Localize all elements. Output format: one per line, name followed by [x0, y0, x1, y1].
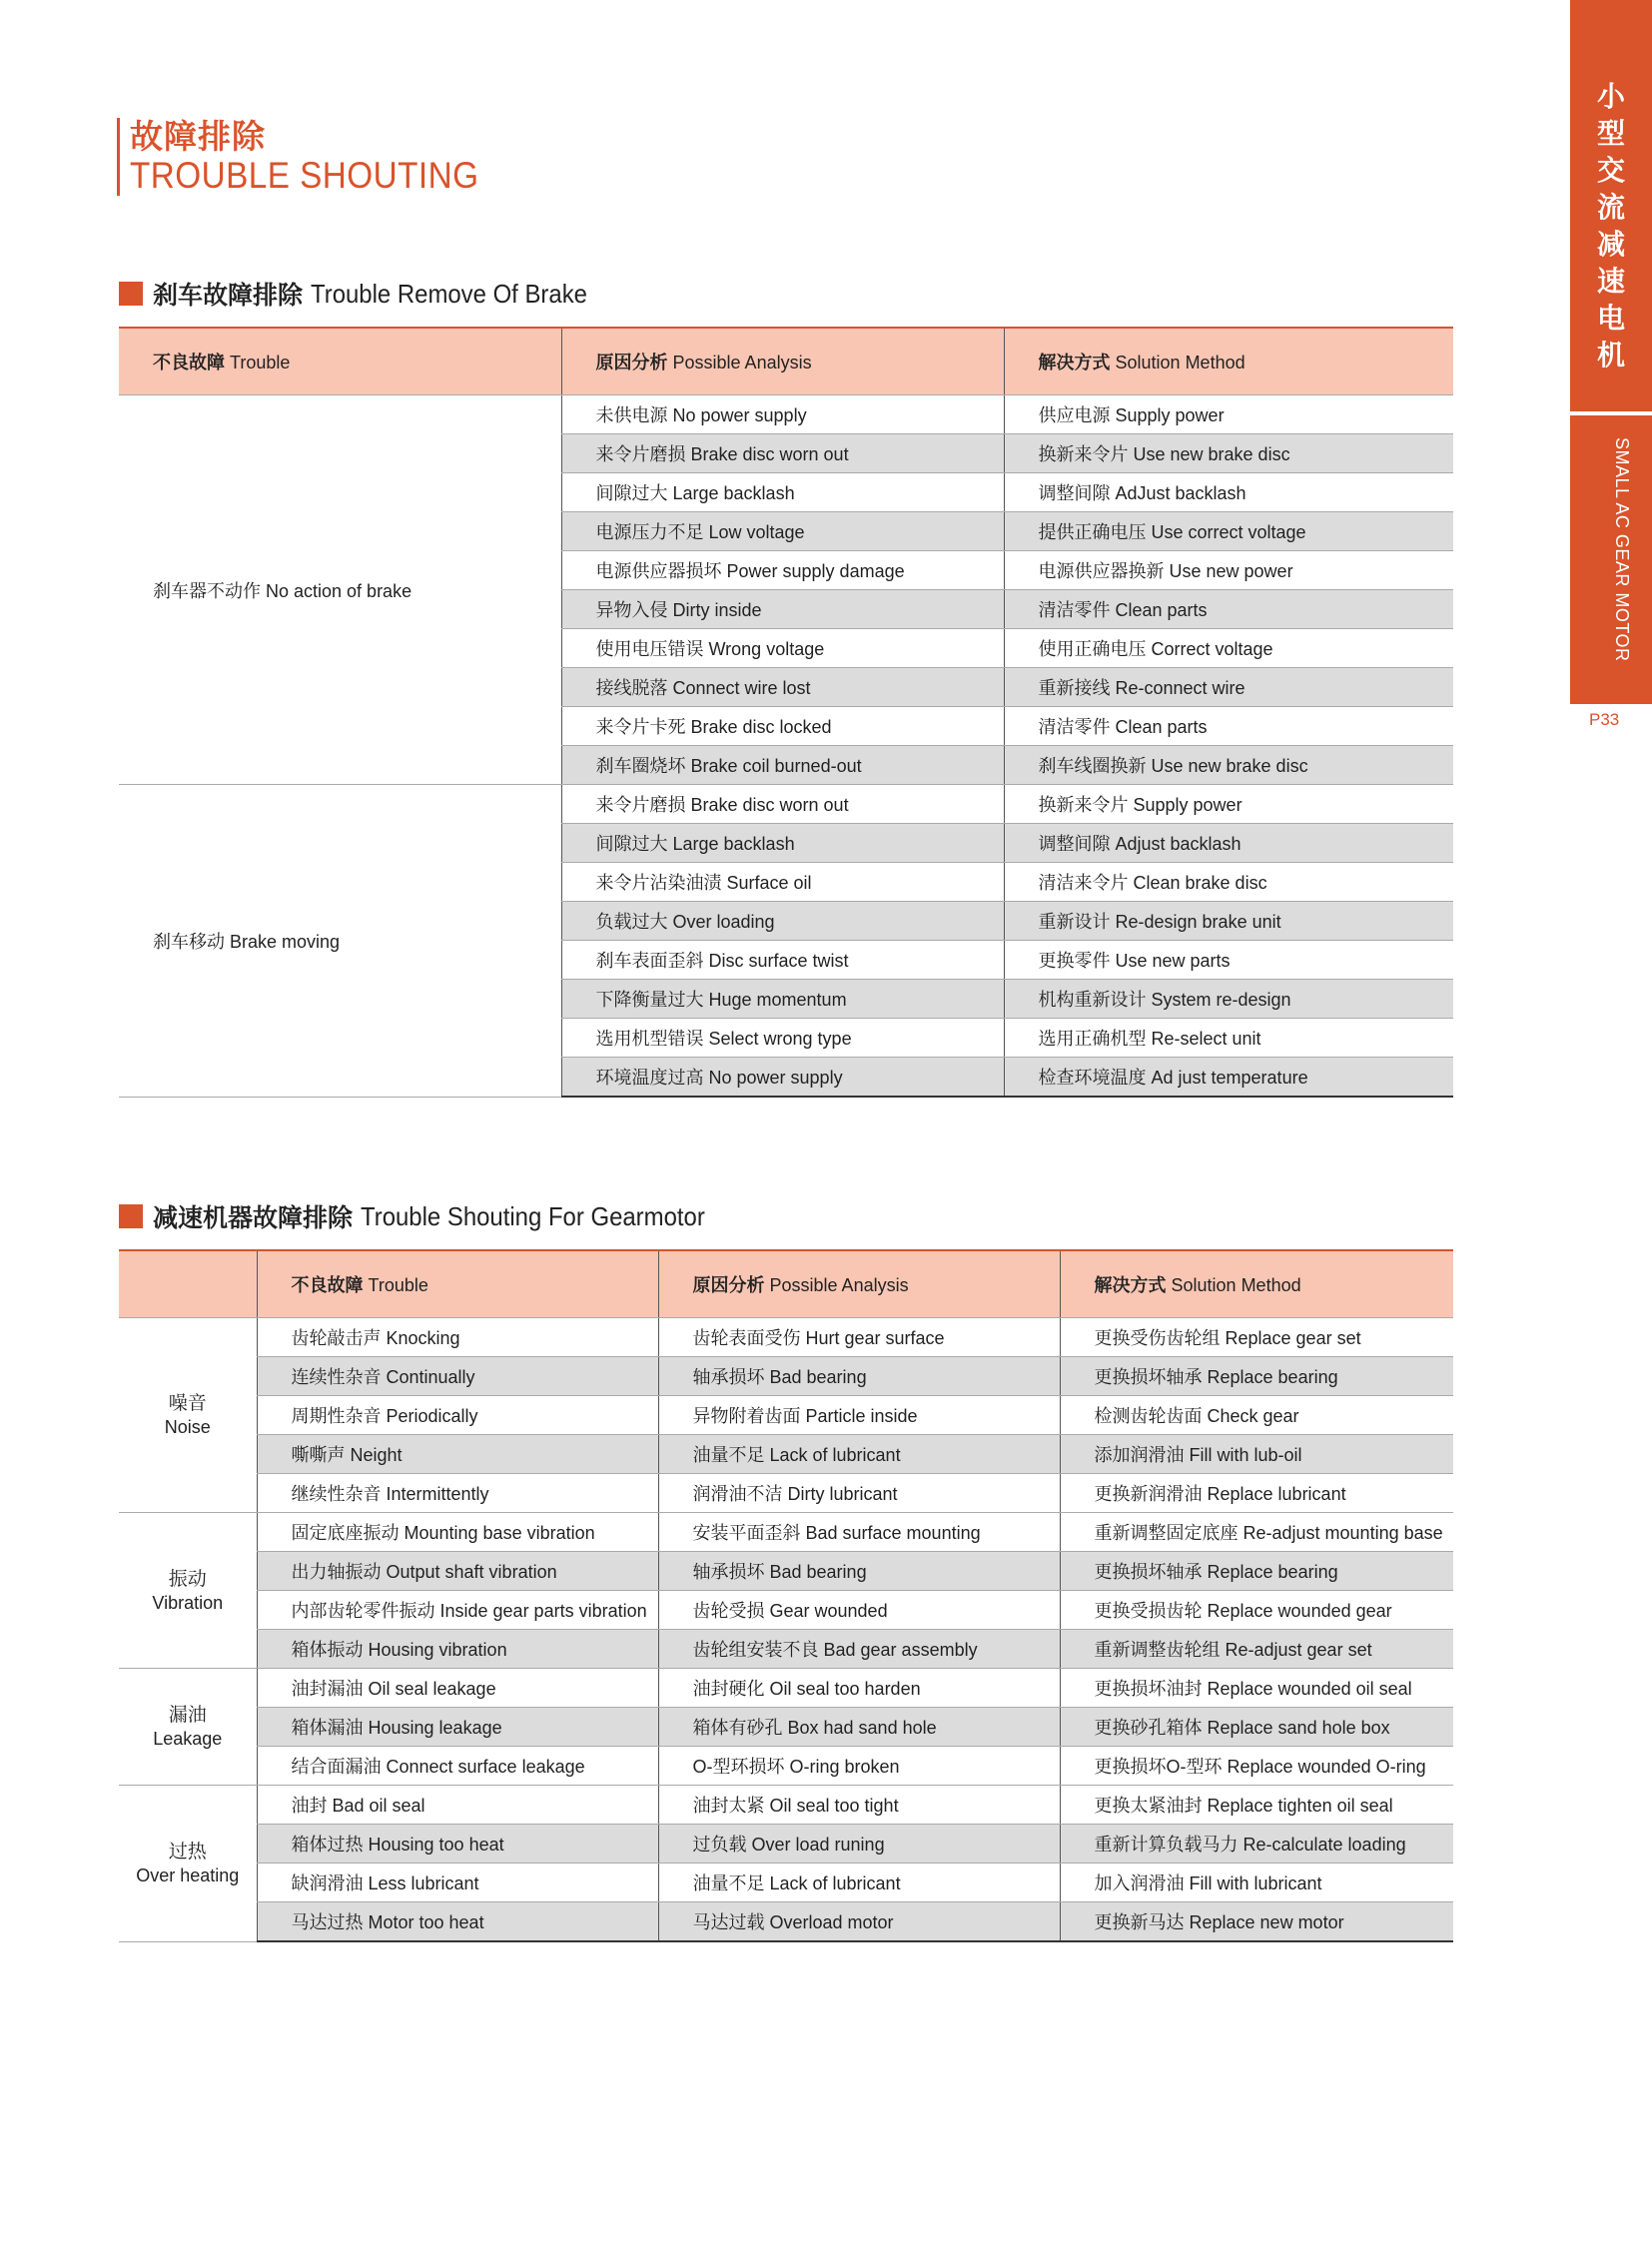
side-char: 电 — [1596, 302, 1625, 335]
solution-cell: 更换损坏轴承 Replace bearing — [1060, 1357, 1453, 1396]
header-solution — [1004, 328, 1453, 395]
header-analysis — [561, 328, 1004, 395]
section1-title-en: Trouble Remove Of Brake — [311, 278, 587, 309]
solution-cell: 更换损坏油封 Replace wounded oil seal — [1060, 1669, 1453, 1708]
solution-cell: 重新调整齿轮组 Re-adjust gear set — [1060, 1630, 1453, 1669]
table-row — [119, 1591, 1453, 1630]
solution-cell: 提供正确电压 Use correct voltage — [1004, 512, 1453, 551]
header-analysis — [658, 1250, 1060, 1318]
table-row — [119, 1669, 1453, 1708]
solution-cell: 检测齿轮齿面 Check gear — [1060, 1396, 1453, 1435]
trouble-cell: 内部齿轮零件振动 Inside gear parts vibration — [257, 1591, 658, 1630]
solution-cell: 重新计算负载马力 Re-calculate loading — [1060, 1825, 1453, 1864]
category-cell — [119, 1318, 257, 1513]
trouble-group-cell: 刹车器不动作 No action of brake — [119, 395, 561, 785]
solution-cell: 清洁来令片 Clean brake disc — [1004, 863, 1453, 902]
solution-cell: 加入润滑油 Fill with lubricant — [1060, 1864, 1453, 1902]
table-row — [119, 1825, 1453, 1864]
header-trouble — [119, 328, 561, 395]
side-char: 型 — [1596, 117, 1625, 150]
analysis-cell: 间隙过大 Large backlash — [561, 473, 1004, 512]
header-en: Trouble — [230, 353, 291, 373]
analysis-cell: 环境温度过高 No power supply — [561, 1058, 1004, 1098]
section2-title-cn: 减速机器故障排除 — [153, 1203, 354, 1232]
trouble-cell: 箱体振动 Housing vibration — [257, 1630, 658, 1669]
solution-cell: 添加润滑油 Fill with lub-oil — [1060, 1435, 1453, 1474]
table-row — [119, 1747, 1453, 1786]
header-cn: 不良故障 — [153, 353, 225, 374]
analysis-cell: 下降衡量过大 Huge momentum — [561, 980, 1004, 1019]
page-number: P33 — [1589, 710, 1620, 729]
table-row — [119, 785, 1453, 824]
side-char: 交 — [1596, 154, 1625, 187]
page-title — [117, 118, 517, 196]
page-title-cn: 故障排除 — [130, 117, 266, 156]
analysis-cell: 接线脱落 Connect wire lost — [561, 668, 1004, 707]
solution-cell: 换新来令片 Supply power — [1004, 785, 1453, 824]
header-en: Solution Method — [1115, 353, 1245, 373]
section1-title-cn: 刹车故障排除 — [153, 281, 304, 310]
analysis-cell: 油量不足 Lack of lubricant — [658, 1864, 1060, 1902]
trouble-cell: 出力轴振动 Output shaft vibration — [257, 1552, 658, 1591]
analysis-cell: 齿轮表面受伤 Hurt gear surface — [658, 1318, 1060, 1357]
table-row — [119, 1552, 1453, 1591]
analysis-cell: 齿轮组安装不良 Bad gear assembly — [658, 1630, 1060, 1669]
analysis-cell: 油封硬化 Oil seal too harden — [658, 1669, 1060, 1708]
solution-cell: 电源供应器换新 Use new power — [1004, 551, 1453, 590]
category-en: Noise — [164, 1417, 211, 1437]
solution-cell: 清洁零件 Clean parts — [1004, 707, 1453, 746]
side-char: 小 — [1596, 80, 1625, 113]
category-cell — [119, 1513, 257, 1669]
header-en: Possible Analysis — [769, 1275, 909, 1295]
solution-cell: 检查环境温度 Ad just temperature — [1004, 1058, 1453, 1098]
category-cn: 噪音 — [168, 1393, 207, 1414]
analysis-cell: 电源压力不足 Low voltage — [561, 512, 1004, 551]
section-square-icon — [119, 1204, 143, 1228]
table-row — [119, 1630, 1453, 1669]
solution-cell: 调整间隙 Adjust backlash — [1004, 824, 1453, 863]
category-en: Leakage — [153, 1729, 223, 1749]
analysis-cell: 箱体有砂孔 Box had sand hole — [658, 1708, 1060, 1747]
analysis-cell: 油封太紧 Oil seal too tight — [658, 1786, 1060, 1825]
trouble-cell: 缺润滑油 Less lubricant — [257, 1864, 658, 1902]
header-category — [119, 1250, 257, 1318]
header-en: Solution Method — [1171, 1275, 1301, 1295]
analysis-cell: 来令片磨损 Brake disc worn out — [561, 785, 1004, 824]
solution-cell: 更换新马达 Replace new motor — [1060, 1902, 1453, 1942]
trouble-cell: 继续性杂音 Intermittently — [257, 1474, 658, 1513]
table-header-row — [119, 1250, 1453, 1318]
side-title-cn — [1586, 78, 1636, 374]
analysis-cell: 马达过载 Overload motor — [658, 1902, 1060, 1942]
analysis-cell: 刹车表面歪斜 Disc surface twist — [561, 941, 1004, 980]
category-cn: 过热 — [168, 1841, 207, 1863]
solution-cell: 更换太紧油封 Replace tighten oil seal — [1060, 1786, 1453, 1825]
table-row — [119, 1513, 1453, 1552]
solution-cell: 换新来令片 Use new brake disc — [1004, 434, 1453, 473]
side-char: 机 — [1596, 339, 1625, 372]
analysis-cell: 间隙过大 Large backlash — [561, 824, 1004, 863]
table-row — [119, 1902, 1453, 1942]
trouble-cell: 周期性杂音 Periodically — [257, 1396, 658, 1435]
table-row — [119, 1318, 1453, 1357]
solution-cell: 更换损坏轴承 Replace bearing — [1060, 1552, 1453, 1591]
solution-cell: 刹车线圈换新 Use new brake disc — [1004, 746, 1453, 785]
table-header-row — [119, 328, 1453, 395]
side-char: 速 — [1596, 265, 1625, 298]
table-row — [119, 1435, 1453, 1474]
table-row — [119, 1474, 1453, 1513]
header-trouble — [257, 1250, 658, 1318]
trouble-cell: 固定底座振动 Mounting base vibration — [257, 1513, 658, 1552]
table-row — [119, 395, 1453, 434]
analysis-cell: 润滑油不洁 Dirty lubricant — [658, 1474, 1060, 1513]
trouble-cell: 油封漏油 Oil seal leakage — [257, 1669, 658, 1708]
section-square-icon — [119, 282, 143, 306]
analysis-cell: 轴承损坏 Bad bearing — [658, 1552, 1060, 1591]
trouble-cell: 嘶嘶声 Neight — [257, 1435, 658, 1474]
solution-cell: 使用正确电压 Correct voltage — [1004, 629, 1453, 668]
header-en: Possible Analysis — [672, 353, 812, 373]
side-divider — [1570, 702, 1652, 704]
side-char: 减 — [1596, 228, 1625, 261]
solution-cell: 机构重新设计 System re-design — [1004, 980, 1453, 1019]
header-cn: 原因分析 — [692, 1275, 765, 1296]
analysis-cell: 电源供应器损坏 Power supply damage — [561, 551, 1004, 590]
page-title-en: TROUBLE SHOUTING — [130, 155, 479, 196]
analysis-cell: 来令片磨损 Brake disc worn out — [561, 434, 1004, 473]
analysis-cell: 选用机型错误 Select wrong type — [561, 1019, 1004, 1058]
analysis-cell: O-型环损坏 O-ring broken — [658, 1747, 1060, 1786]
category-cell — [119, 1786, 257, 1942]
header-cn: 解决方式 — [1038, 353, 1111, 374]
side-title-en: SMALL AC GEAR MOTOR — [1612, 437, 1632, 662]
side-char: 流 — [1596, 191, 1625, 224]
trouble-cell: 齿轮敲击声 Knocking — [257, 1318, 658, 1357]
solution-cell: 清洁零件 Clean parts — [1004, 590, 1453, 629]
solution-cell: 更换受伤齿轮组 Replace gear set — [1060, 1318, 1453, 1357]
category-cell — [119, 1669, 257, 1786]
trouble-cell: 油封 Bad oil seal — [257, 1786, 658, 1825]
section2-title-en: Trouble Shouting For Gearmotor — [361, 1200, 705, 1231]
brake-trouble-table — [119, 327, 1453, 1098]
solution-cell: 供应电源 Supply power — [1004, 395, 1453, 434]
header-cn: 不良故障 — [291, 1275, 364, 1296]
solution-cell: 更换受损齿轮 Replace wounded gear — [1060, 1591, 1453, 1630]
table-row — [119, 1786, 1453, 1825]
solution-cell: 更换零件 Use new parts — [1004, 941, 1453, 980]
section2-heading — [119, 1198, 735, 1234]
solution-cell: 选用正确机型 Re-select unit — [1004, 1019, 1453, 1058]
analysis-cell: 来令片卡死 Brake disc locked — [561, 707, 1004, 746]
category-en: Vibration — [152, 1592, 224, 1613]
trouble-group-cell: 刹车移动 Brake moving — [119, 785, 561, 1098]
header-cn: 原因分析 — [595, 353, 668, 374]
analysis-cell: 油量不足 Lack of lubricant — [658, 1435, 1060, 1474]
analysis-cell: 过负载 Over load runing — [658, 1825, 1060, 1864]
solution-cell: 更换砂孔箱体 Replace sand hole box — [1060, 1708, 1453, 1747]
category-cn: 漏油 — [168, 1705, 207, 1726]
analysis-cell: 轴承损坏 Bad bearing — [658, 1357, 1060, 1396]
analysis-cell: 负载过大 Over loading — [561, 902, 1004, 941]
trouble-cell: 结合面漏油 Connect surface leakage — [257, 1747, 658, 1786]
category-en: Over heating — [136, 1865, 240, 1885]
trouble-cell: 连续性杂音 Continually — [257, 1357, 658, 1396]
table-row — [119, 1708, 1453, 1747]
category-cn: 振动 — [168, 1568, 207, 1590]
header-solution — [1060, 1250, 1453, 1318]
gearmotor-trouble-table — [119, 1249, 1453, 1942]
table-row — [119, 1864, 1453, 1902]
solution-cell: 重新设计 Re-design brake unit — [1004, 902, 1453, 941]
analysis-cell: 安装平面歪斜 Bad surface mounting — [658, 1513, 1060, 1552]
trouble-cell: 箱体过热 Housing too heat — [257, 1825, 658, 1864]
analysis-cell: 未供电源 No power supply — [561, 395, 1004, 434]
table-row — [119, 1357, 1453, 1396]
solution-cell: 更换新润滑油 Replace lubricant — [1060, 1474, 1453, 1513]
trouble-cell: 箱体漏油 Housing leakage — [257, 1708, 658, 1747]
table-row — [119, 1396, 1453, 1435]
header-en: Trouble — [368, 1275, 428, 1295]
solution-cell: 重新接线 Re-connect wire — [1004, 668, 1453, 707]
analysis-cell: 异物附着齿面 Particle inside — [658, 1396, 1060, 1435]
analysis-cell: 刹车圈烧坏 Brake coil burned-out — [561, 746, 1004, 785]
analysis-cell: 使用电压错误 Wrong voltage — [561, 629, 1004, 668]
solution-cell: 更换损坏O-型环 Replace wounded O-ring — [1060, 1747, 1453, 1786]
header-cn: 解决方式 — [1094, 1275, 1167, 1296]
analysis-cell: 齿轮受损 Gear wounded — [658, 1591, 1060, 1630]
analysis-cell: 来令片沾染油渍 Surface oil — [561, 863, 1004, 902]
solution-cell: 调整间隙 AdJust backlash — [1004, 473, 1453, 512]
section1-heading — [119, 276, 611, 312]
solution-cell: 重新调整固定底座 Re-adjust mounting base — [1060, 1513, 1453, 1552]
analysis-cell: 异物入侵 Dirty inside — [561, 590, 1004, 629]
trouble-cell: 马达过热 Motor too heat — [257, 1902, 658, 1942]
